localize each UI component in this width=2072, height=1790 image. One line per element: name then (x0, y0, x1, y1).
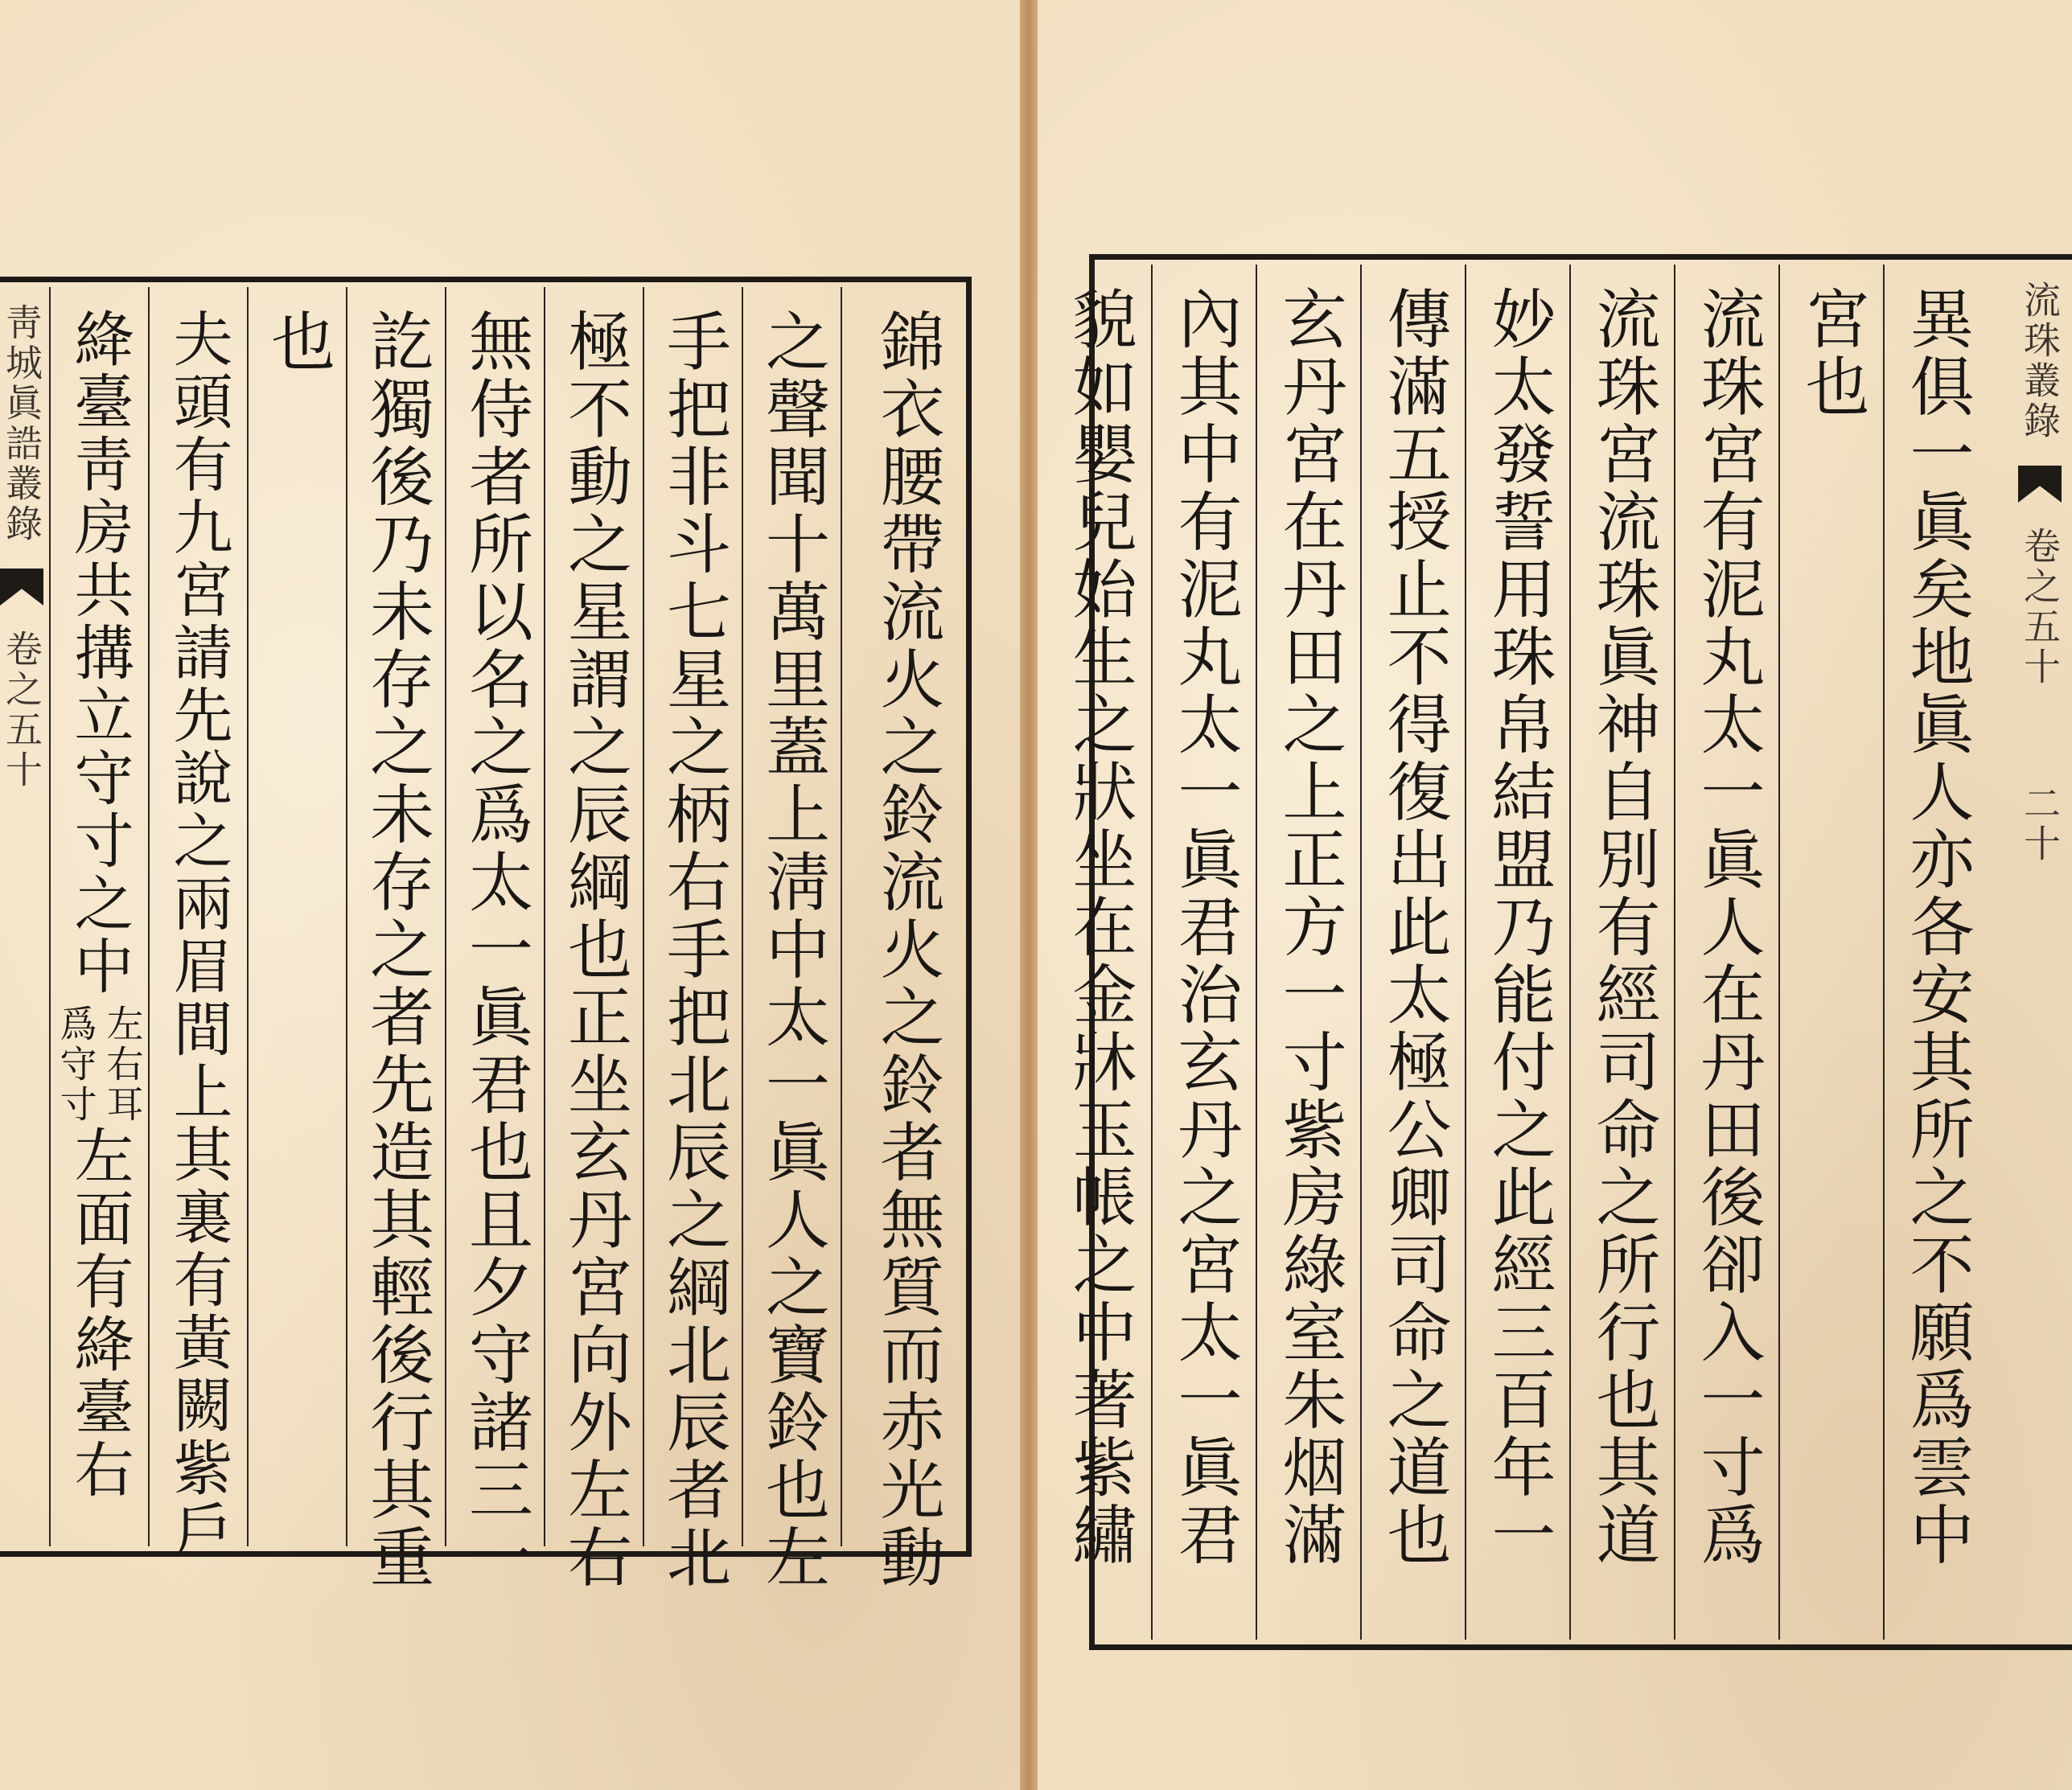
text-column (1465, 265, 1569, 1640)
column-text: 夫頭有九宮請先說之兩眉間上其裏有黃闕紫戶 (163, 308, 233, 1562)
text-column (544, 287, 643, 1591)
column-text: 玄丹宮在丹田之上正方一寸紫房綠室朱烟滿 (1272, 285, 1346, 1569)
left-page-frame (0, 277, 972, 1591)
text-column (1046, 265, 1151, 1640)
margin-title: 靑城眞誥叢錄 (0, 303, 43, 544)
margin-column (1988, 265, 2072, 1640)
column-text: 手把非斗七星之柄右手把北辰之綱北辰者北 (656, 308, 731, 1591)
note-line: 爲守寸 (54, 1004, 98, 1125)
column-text: 妙太發誓用珠帛結盟乃能付之此經三百年一 (1481, 285, 1556, 1569)
text-column (1151, 265, 1256, 1640)
text-column (1778, 265, 1883, 1640)
column-text: 極不動之星謂之辰綱也正坐玄丹宮向外左右 (557, 308, 632, 1591)
column-text: 貌如嬰兒始生之狀坐在金牀玉帳之中著紫繡 (1062, 285, 1137, 1569)
column-text: 無侍者所以名之爲太一眞君也且夕守諸三一 (458, 308, 533, 1591)
margin-column (0, 287, 49, 1546)
column-text: 流珠宮有泥丸太一眞人在丹田後卻入一寸爲 (1690, 285, 1765, 1569)
text-column (1883, 265, 1988, 1640)
column-text: 之聲聞十萬里蓋上淸中太一眞人之寶鈴也左 (754, 308, 830, 1591)
annotation-note (56, 1004, 144, 1125)
text-column (346, 287, 445, 1591)
column-text: 訖獨後乃未存之未存之者先造其輕後行其重 (359, 308, 434, 1591)
text-column (1256, 265, 1360, 1640)
text-column (148, 287, 247, 1562)
text-column (841, 287, 971, 1591)
fishtail-mark (2018, 466, 2062, 503)
column-text: 異俱一眞矣地眞人亦各安其所之不願爲雲中 (1899, 285, 1974, 1569)
text-column (445, 287, 544, 1591)
column-text: 左面有絳臺右 (64, 1125, 134, 1501)
margin-chapter: 卷之五十 (0, 630, 43, 790)
text-column (1569, 265, 1674, 1640)
margin-chapter: 卷之五十 (2018, 527, 2062, 688)
column-text: 也 (260, 308, 335, 376)
margin-title: 流珠叢錄 (2018, 281, 2062, 441)
text-column (247, 287, 346, 1546)
column-text: 絳臺靑房共搆立守寸之中 (64, 308, 134, 998)
note-line: 左右耳 (101, 1004, 145, 1125)
text-column (49, 287, 148, 1546)
fishtail-mark (0, 569, 43, 606)
text-column (643, 287, 742, 1591)
column-text: 傳滿五授止不得復出此太極公卿司命之道也 (1376, 285, 1451, 1569)
right-page-frame (1062, 254, 2072, 1650)
text-column (742, 287, 841, 1591)
column-text: 宮也 (1794, 285, 1869, 421)
column-text: 錦衣腰帶流火之鈴流火之鈴者無質而赤光動 (870, 308, 944, 1591)
book-gutter (1020, 0, 1038, 1790)
margin-page-number: 二十 (2018, 784, 2062, 864)
text-column (1674, 265, 1778, 1640)
column-text: 內其中有泥丸太一眞君治玄丹之宮太一眞君 (1167, 285, 1242, 1569)
column-text: 流珠宮流珠眞神自別有經司命之所行也其道 (1585, 285, 1660, 1569)
text-column (1360, 265, 1465, 1640)
